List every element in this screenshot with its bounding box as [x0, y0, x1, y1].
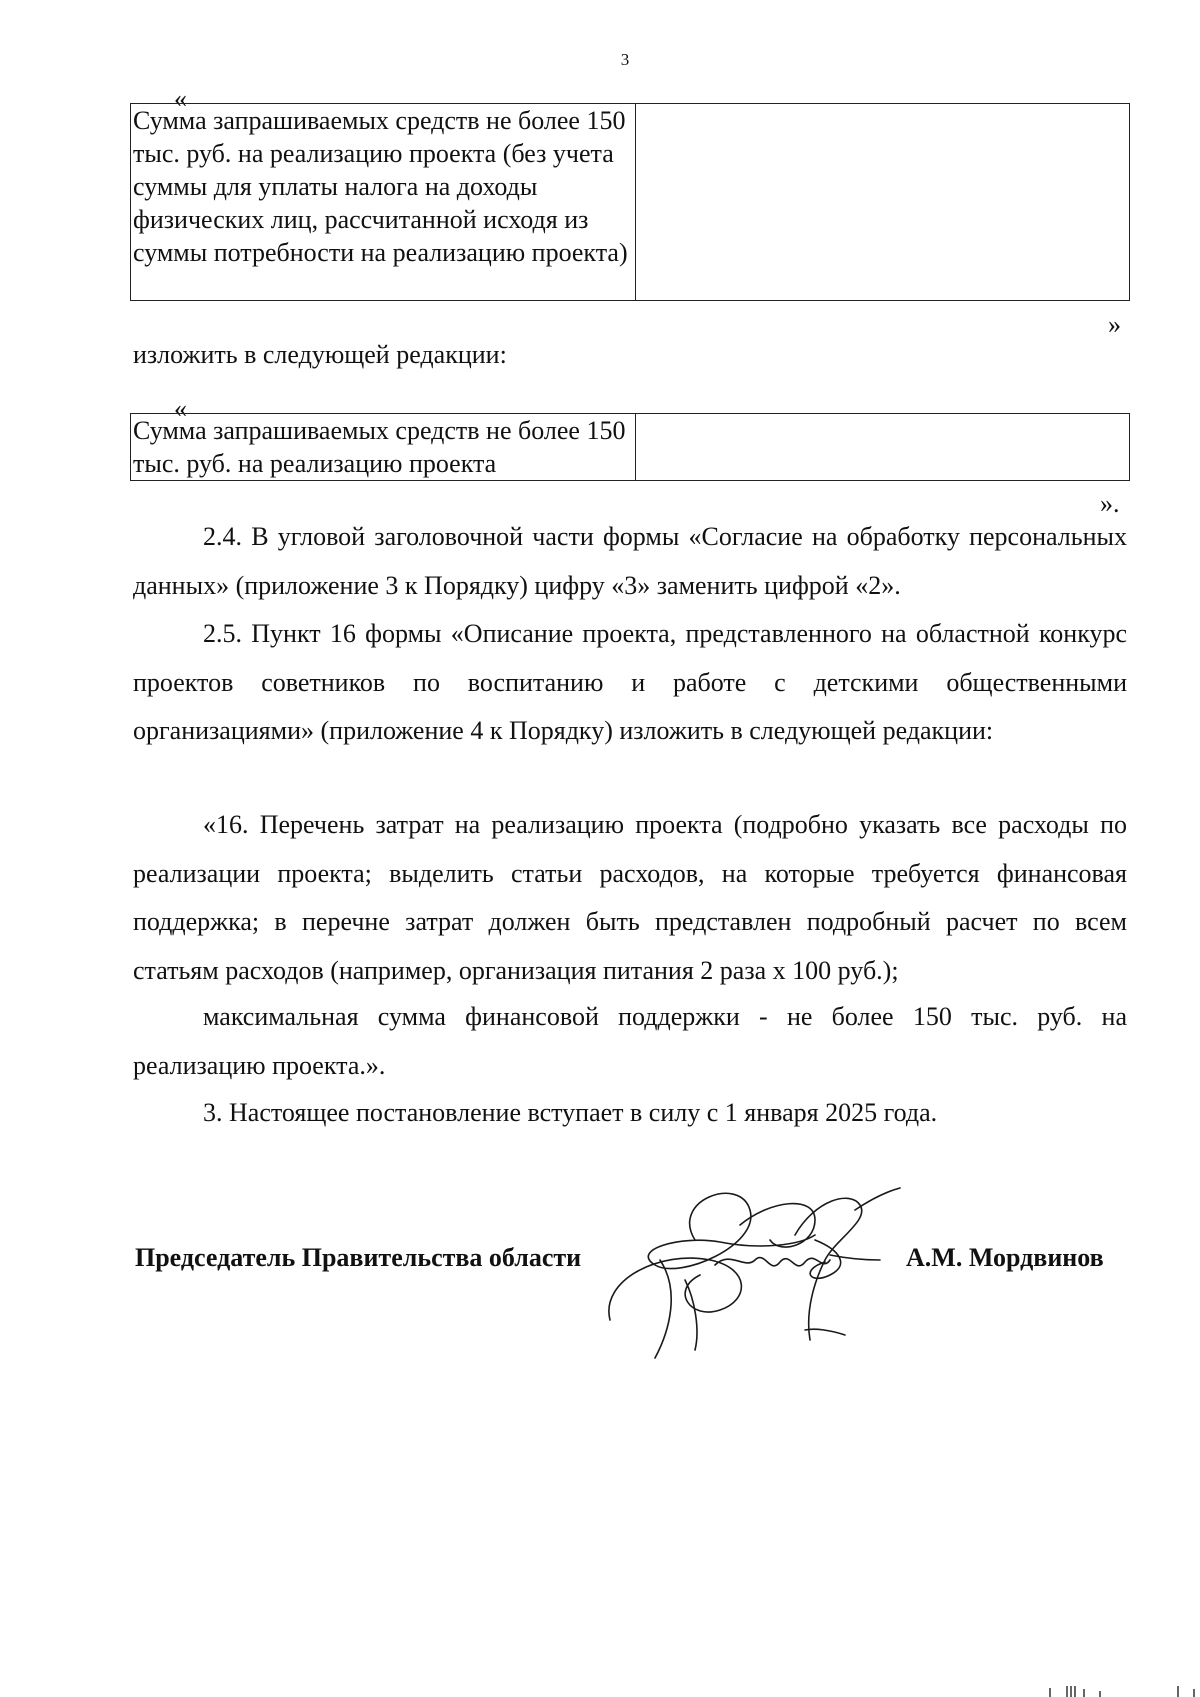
form-table-new — [130, 413, 1130, 481]
form-table-old — [130, 103, 1130, 301]
paragraph-max-sum: максимальная сумма финансовой поддержки - не более 150 тыс. руб. на реализацию проекта.». — [133, 1002, 1127, 1080]
scan-marks — [1048, 1684, 1198, 1697]
close-quote: ». — [1100, 489, 1120, 518]
signatory-name: А.М. Мордвинов — [906, 1243, 1104, 1272]
paragraph-16: «16. Перечень затрат на реализацию проекта (подробно указать все расходы по реализации проекта; выделить статьи расходов, на которые требуется финансовая поддержка; в перечне затрат должен быть представлен подробный расчет по всем статьям расходов (например, организация питания 2 раза х 100 руб.); — [133, 810, 1127, 985]
signatory-title: Председатель Правительства области — [135, 1243, 582, 1272]
paragraph-3: 3. Настоящее постановление вступает в силу с 1 января 2025 года. — [203, 1098, 938, 1127]
table-cell-label: Сумма запрашиваемых средств не более 150 тыс. руб. на реализацию проекта (без учета суммы для уплаты налога на доходы физических лиц, рассчитанной исходя из суммы потребности на реализацию проекта) — [131, 104, 636, 301]
replace-intro: изложить в следующей редакции: — [133, 340, 507, 369]
page-number: 3 — [620, 50, 630, 69]
table-cell-value — [636, 414, 1130, 481]
paragraph-2-5: 2.5. Пункт 16 формы «Описание проекта, представленного на областной конкурс проектов советников по воспитанию и работе с детскими общественными организациями» (приложение 4 к Порядку) изложить в следующей редакции: — [133, 619, 1127, 745]
close-quote: » — [1108, 310, 1121, 339]
table-cell-value — [636, 104, 1130, 301]
table-cell-label: Сумма запрашиваемых средств не более 150 тыс. руб. на реализацию проекта — [131, 414, 636, 481]
paragraph-2-4: 2.4. В угловой заголовочной части формы «Согласие на обработку персональных данных» (приложение 3 к Порядку) цифру «3» заменить цифрой «2». — [133, 522, 1127, 600]
open-quote: « — [174, 84, 187, 113]
open-quote: « — [174, 394, 187, 423]
